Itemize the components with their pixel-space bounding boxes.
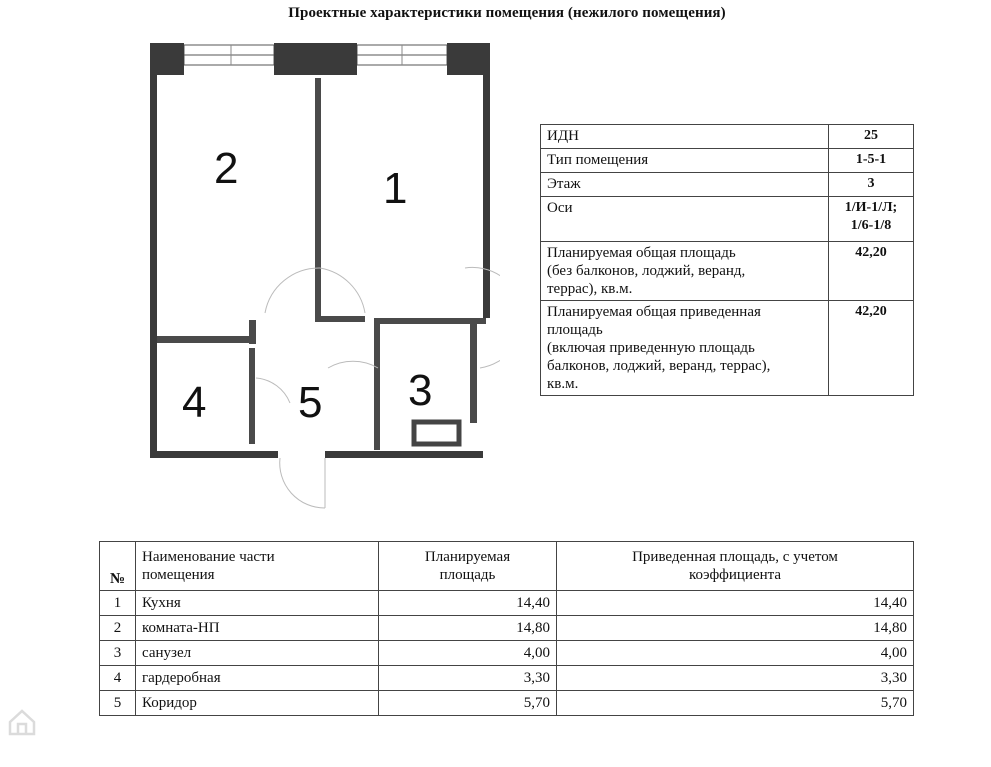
room-number-3: 3 — [408, 366, 433, 415]
info-value: 3 — [829, 173, 914, 197]
page-title: Проектные характеристики помещения (нежилого помещения) — [288, 5, 726, 21]
room-number-4: 4 — [182, 378, 207, 427]
info-label: ИДН — [541, 125, 829, 149]
header-line: Наименование части — [142, 549, 275, 565]
info-label: Оси — [541, 197, 829, 242]
info-label: Этаж — [541, 173, 829, 197]
cell-num: 3 — [100, 641, 136, 666]
info-label-line: (включая приведенную площадь — [547, 340, 755, 356]
info-row-type — [541, 149, 914, 173]
header-num: № — [100, 542, 136, 591]
info-table — [540, 124, 914, 396]
cell-name: санузел — [136, 641, 379, 666]
rooms-table — [99, 541, 914, 716]
info-label-line: кв.м. — [547, 376, 579, 392]
header-reduced — [557, 542, 914, 591]
cell-reduced: 5,70 — [557, 691, 914, 716]
watermark — [6, 702, 106, 742]
header-line: площадь — [439, 567, 496, 583]
cell-name: Коридор — [136, 691, 379, 716]
house-logo-icon — [6, 706, 38, 738]
header-line: Планируемая — [424, 549, 511, 565]
info-value-line: 1/И-1/Л; — [844, 200, 898, 215]
info-label-line: Планируемая общая приведенная — [547, 304, 761, 320]
table-row — [100, 591, 914, 616]
cell-num: 2 — [100, 616, 136, 641]
room-number-2: 2 — [214, 144, 239, 193]
info-row-floor — [541, 173, 914, 197]
cell-area: 4,00 — [379, 641, 557, 666]
cell-reduced: 14,40 — [557, 591, 914, 616]
cell-reduced: 4,00 — [557, 641, 914, 666]
info-value: 42,20 — [829, 301, 914, 396]
cell-num: 1 — [100, 591, 136, 616]
info-label-line: Планируемая общая площадь — [547, 245, 736, 261]
cell-name: Кухня — [136, 591, 379, 616]
table-row — [100, 641, 914, 666]
rooms-header-row — [100, 542, 914, 591]
info-row-axes — [541, 197, 914, 242]
info-row-total-area — [541, 242, 914, 301]
info-value-line: 1/6-1/8 — [850, 218, 892, 233]
cell-area: 14,80 — [379, 616, 557, 641]
window-left — [184, 45, 274, 65]
info-label-line: площадь — [547, 322, 603, 338]
info-value: 42,20 — [829, 242, 914, 301]
header-line: коэффициента — [688, 567, 782, 583]
room-number-1: 1 — [383, 164, 408, 213]
cell-area: 5,70 — [379, 691, 557, 716]
header-name — [136, 542, 379, 591]
cell-area: 3,30 — [379, 666, 557, 691]
info-label-line: террас), кв.м. — [547, 281, 633, 297]
window-right — [357, 45, 447, 65]
cell-reduced: 3,30 — [557, 666, 914, 691]
table-row — [100, 666, 914, 691]
info-label-line: балконов, лоджий, веранд, террас), — [547, 358, 771, 374]
table-row — [100, 691, 914, 716]
cell-name: комната-НП — [136, 616, 379, 641]
cell-num: 5 — [100, 691, 136, 716]
cell-area: 14,40 — [379, 591, 557, 616]
room-number-5: 5 — [298, 378, 323, 427]
cell-name: гардеробная — [136, 666, 379, 691]
info-label — [541, 242, 829, 301]
floor-plan — [140, 38, 500, 518]
table-row — [100, 616, 914, 641]
info-label — [541, 301, 829, 396]
header-area — [379, 542, 557, 591]
header-line: помещения — [142, 567, 215, 583]
header-line: Приведенная площадь, с учетом — [632, 549, 838, 565]
info-value: 25 — [829, 125, 914, 149]
info-label-line: (без балконов, лоджий, веранд, — [547, 263, 746, 279]
info-row-idn — [541, 125, 914, 149]
info-row-reduced-area — [541, 301, 914, 396]
info-value — [829, 197, 914, 242]
cell-num: 4 — [100, 666, 136, 691]
info-label: Тип помещения — [541, 149, 829, 173]
cell-reduced: 14,80 — [557, 616, 914, 641]
info-value: 1-5-1 — [829, 149, 914, 173]
